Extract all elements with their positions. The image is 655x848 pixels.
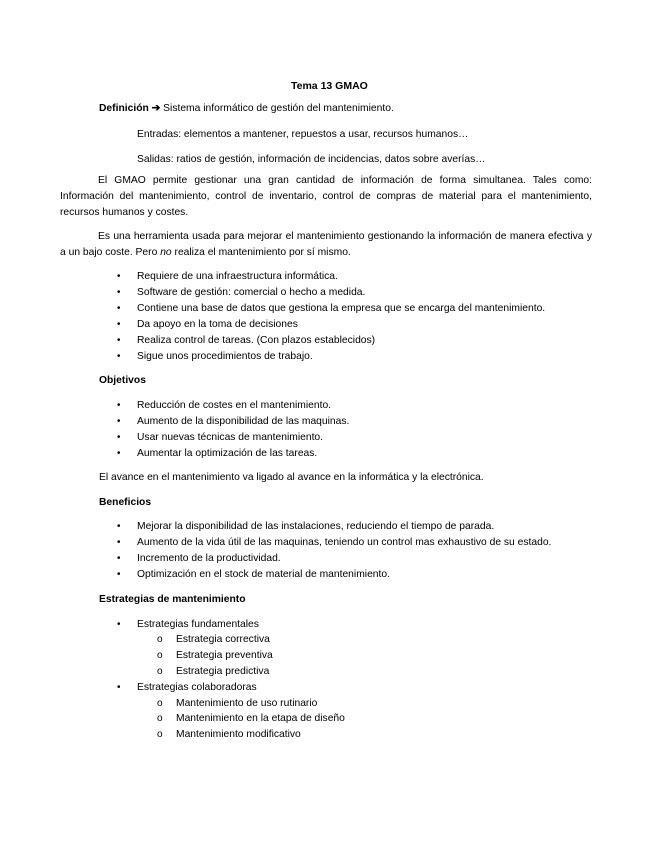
bullet-icon: • (117, 521, 121, 532)
inputs-line: Entradas: elementos a mantener, repuestos a usar, recursos humanos… (137, 129, 469, 140)
list-item: Requiere de una infraestructura informática. (137, 271, 338, 282)
list-item: Realiza control de tareas. (Con plazos establecidos) (137, 335, 376, 346)
strategies-heading: Estrategias de mantenimiento (99, 594, 246, 605)
bullet-icon: • (117, 619, 121, 630)
definition-line (99, 102, 394, 115)
sub-bullet-icon: o (157, 650, 163, 661)
paragraph-gmao-info-text: El GMAO permite gestionar una gran cantidad de información de forma simultanea. Tales como: Información del mantenimiento, control de inventario, control de compras de material para el mantenimiento, recursos humanos y costes. (60, 175, 592, 219)
bullet-icon: • (117, 303, 121, 314)
bullet-icon: • (117, 569, 121, 580)
bullet-icon: • (117, 287, 121, 298)
bullet-icon: • (117, 682, 121, 693)
list-item: Mejorar la disponibilidad de las instalaciones, reduciendo el tiempo de parada. (137, 521, 495, 532)
list-item: Reducción de costes en el mantenimiento. (137, 400, 332, 411)
bullet-icon: • (117, 448, 121, 459)
bullet-icon: • (117, 335, 121, 346)
sub-bullet-icon: o (157, 698, 163, 709)
bullet-icon: • (117, 432, 121, 443)
sub-bullet-icon: o (157, 634, 163, 645)
list-item: Estrategia preventiva (176, 650, 273, 661)
objectives-heading: Objetivos (99, 375, 146, 386)
sub-bullet-icon: o (157, 729, 163, 740)
arrow-icon: ➔ (151, 103, 161, 114)
list-item: Mantenimiento modificativo (176, 729, 301, 740)
bullet-icon: • (117, 351, 121, 362)
list-item: Mantenimiento de uso rutinario (176, 698, 318, 709)
paragraph-tool-before: Es una herramienta usada para mejorar el mantenimiento gestionando la información de manera efectiva y a un bajo coste. Pero (60, 231, 592, 259)
list-item: Aumento de la disponibilidad de las maquinas. (137, 416, 350, 427)
bullet-icon: • (117, 319, 121, 330)
strategy-group-label: Estrategias colaboradoras (137, 682, 257, 693)
definition-label: Definición (99, 103, 149, 114)
list-item: Usar nuevas técnicas de mantenimiento. (137, 432, 324, 443)
list-item: Contiene una base de datos que gestiona la empresa que se encarga del mantenimiento. (137, 303, 546, 314)
paragraph-gmao-info (60, 173, 592, 222)
document-title: Tema 13 GMAO (291, 80, 368, 92)
strategy-group-label: Estrategias fundamentales (137, 619, 259, 630)
bullet-icon: • (117, 271, 121, 282)
list-item: Sigue unos procedimientos de trabajo. (137, 351, 313, 362)
bullet-icon: • (117, 537, 121, 548)
list-item: Software de gestión: comercial o hecho a medida. (137, 287, 366, 298)
list-item: Da apoyo en la toma de decisiones (137, 319, 298, 330)
list-item: Incremento de la productividad. (137, 553, 281, 564)
paragraph-tool-emphasis: no (160, 247, 172, 259)
list-item: Estrategia correctiva (176, 634, 270, 645)
bullet-icon: • (117, 553, 121, 564)
paragraph-tool-after: realiza el mantenimiento por sí mismo. (171, 247, 351, 259)
definition-text: Sistema informático de gestión del mantenimiento. (160, 103, 394, 114)
outputs-line: Salidas: ratios de gestión, información de incidencias, datos sobre averías… (137, 154, 486, 165)
list-item: Mantenimiento en la etapa de diseño (176, 713, 345, 724)
list-item: Estrategia predictiva (176, 666, 270, 677)
list-item: Optimización en el stock de material de mantenimiento. (137, 569, 390, 580)
sub-bullet-icon: o (157, 666, 163, 677)
bullet-icon: • (117, 416, 121, 427)
list-item: Aumento de la vida útil de las maquinas, teniendo un control mas exhaustivo de su estado. (137, 537, 552, 548)
sub-bullet-icon: o (157, 713, 163, 724)
list-item: Aumentar la optimización de las tareas. (137, 448, 318, 459)
bullet-icon: • (117, 400, 121, 411)
advance-note: El avance en el mantenimiento va ligado al avance en la informática y la electrónica. (99, 472, 484, 483)
benefits-heading: Beneficios (99, 497, 152, 508)
paragraph-gmao-tool (60, 229, 592, 261)
